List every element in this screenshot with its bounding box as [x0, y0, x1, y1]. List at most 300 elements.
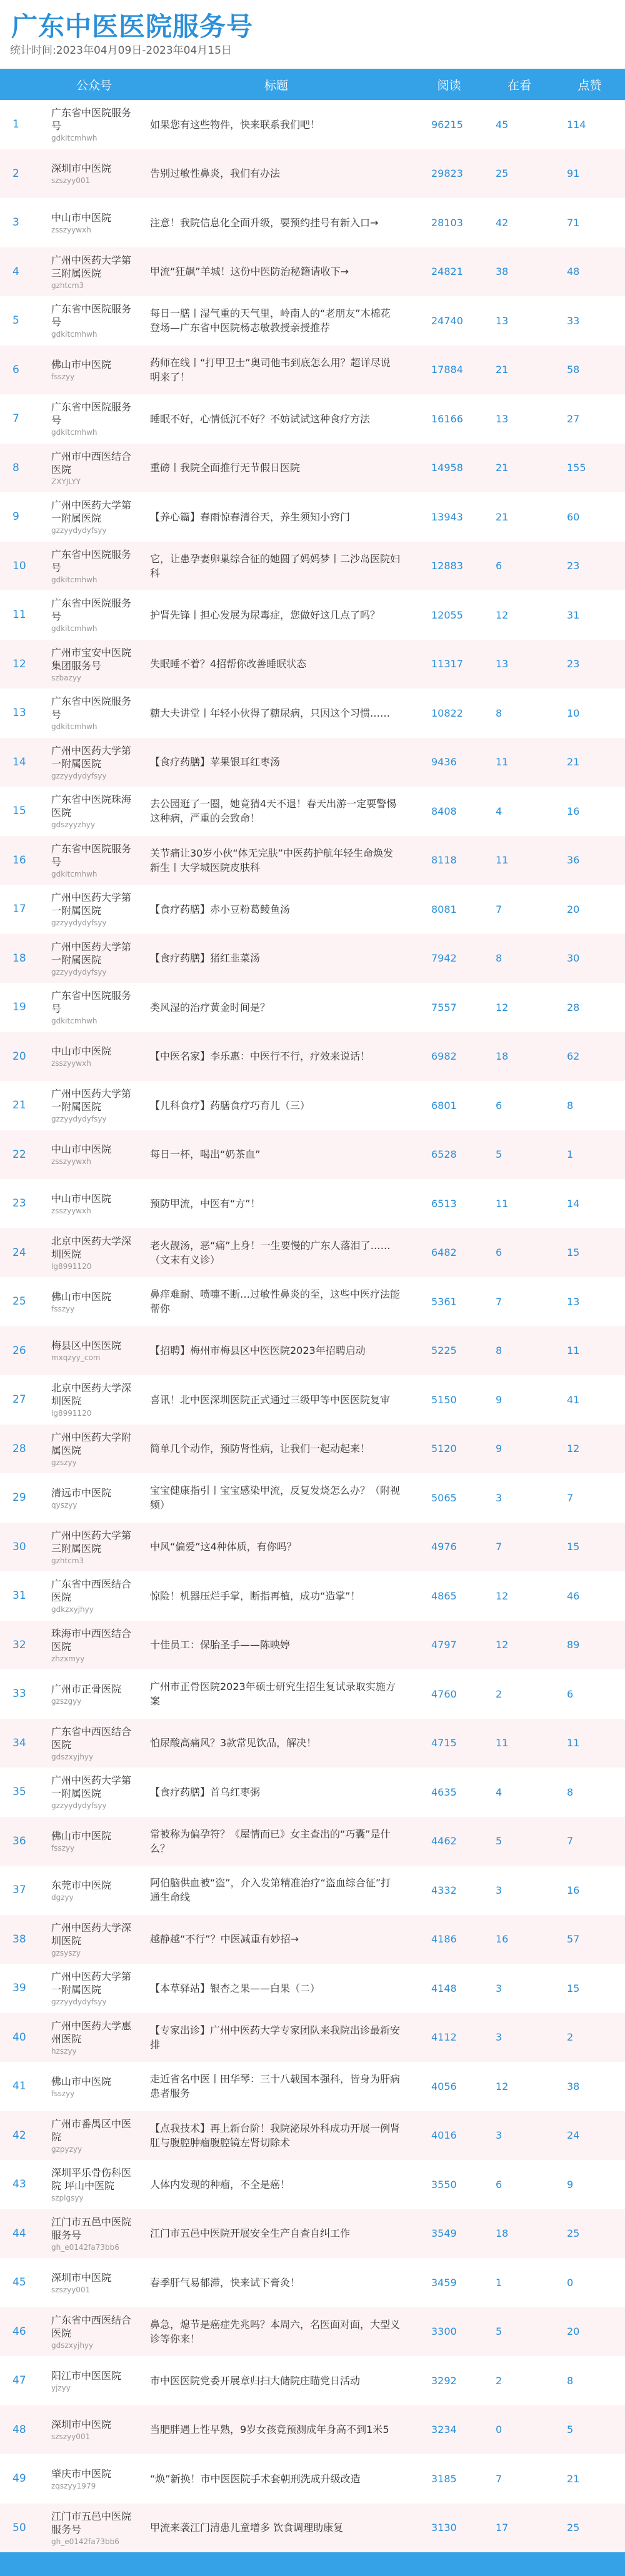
account-id: zqszyy1979 — [51, 2481, 96, 2490]
article-title-link[interactable]: 越静越“不行”？中医减重有妙招→ — [150, 1933, 299, 1946]
article-title-link[interactable]: 护肾先锋丨担心发展为尿毒症，您做好这几点了吗？ — [150, 609, 381, 621]
likes-cell: 7 — [567, 1491, 574, 1504]
likes-cell: 58 — [567, 364, 580, 376]
likes-cell: 11 — [567, 1737, 580, 1749]
account-name[interactable]: 广东省中医院服务号 — [51, 107, 132, 132]
reads-cell: 5150 — [431, 1393, 457, 1406]
likes-cell: 16 — [567, 805, 580, 817]
table-row — [0, 689, 625, 738]
rank-cell: 37 — [12, 1884, 26, 1897]
account-id: dgzyy — [51, 1892, 74, 1902]
reads-cell: 6528 — [431, 1148, 457, 1161]
likes-cell: 91 — [567, 167, 580, 180]
account-cell — [39, 2405, 139, 2455]
reads-cell: 96215 — [431, 118, 463, 131]
reads-cell: 4715 — [431, 1737, 457, 1749]
table-row — [0, 492, 625, 542]
article-title-link[interactable]: 失眠睡不着？4招帮你改善睡眠状态 — [150, 658, 307, 670]
account-name[interactable]: 珠海市中西医结合医院 — [51, 1627, 132, 1653]
article-title-link[interactable]: 市中医医院党委开展章归扫大储院庄瞄党日活动 — [150, 2374, 361, 2387]
account-name[interactable]: 广州中医药大学第一附属医院 — [51, 1774, 132, 1800]
article-title-link[interactable]: 十佳员工：保胎圣手——陈映婷 — [150, 1639, 291, 1651]
account-id: szplgsyy — [51, 2194, 84, 2203]
watch-cell: 13 — [496, 412, 509, 425]
watch-cell: 0 — [496, 2424, 502, 2436]
rank-cell: 45 — [12, 2276, 26, 2289]
account-id: fsszyy — [51, 1304, 75, 1313]
watch-cell: 13 — [496, 658, 509, 670]
account-name[interactable]: 广州市番禺区中医院 — [51, 2117, 132, 2143]
account-name[interactable]: 广东省中医院珠海医院 — [51, 793, 132, 819]
article-title-link[interactable]: 走近省名中医丨田华琴：三十八载国本强科，皆身为肝病患者服务 — [150, 2073, 401, 2100]
account-cell — [39, 2209, 139, 2259]
watch-cell: 3 — [496, 1982, 502, 1994]
watch-cell: 21 — [496, 510, 509, 523]
account-id: szszyy001 — [51, 2432, 91, 2442]
account-id: zhzxmyy — [51, 1654, 85, 1663]
account-cell — [39, 2160, 139, 2209]
account-cell — [39, 542, 139, 591]
account-cell — [39, 787, 139, 836]
likes-cell: 23 — [567, 560, 580, 572]
account-id: gdkitcmhwh — [51, 722, 98, 732]
watch-cell: 45 — [496, 118, 509, 131]
account-cell — [39, 1964, 139, 2013]
account-name[interactable]: 广东省中西医结合医院 — [51, 1725, 132, 1751]
likes-cell: 21 — [567, 2472, 580, 2485]
rank-cell: 14 — [12, 755, 26, 768]
rank-cell: 29 — [12, 1491, 26, 1504]
account-cell — [39, 1375, 139, 1425]
article-title-link[interactable]: 简单几个动作，预防肾性病，让我们一起动起来！ — [150, 1443, 371, 1455]
page-title: 广东中医医院服务号 — [11, 11, 254, 42]
account-name[interactable]: 广州中医药大学第三附属医院 — [51, 1529, 132, 1554]
watch-cell: 6 — [496, 1246, 502, 1259]
rank-cell: 13 — [12, 707, 26, 720]
account-name[interactable]: 北京中医药大学深圳医院 — [51, 1235, 132, 1260]
reads-cell: 7942 — [431, 952, 457, 965]
account-name[interactable]: 广州中医药大学第一附属医院 — [51, 744, 132, 770]
account-name[interactable]: 中山市中医院 — [51, 1143, 112, 1156]
account-name[interactable]: 广州中医药大学第一附属医院 — [51, 892, 132, 917]
rank-cell: 46 — [12, 2325, 26, 2338]
account-name[interactable]: 江门市五邑中医院服务号 — [51, 2510, 132, 2535]
account-id: szszyy001 — [51, 2285, 91, 2294]
table-row — [0, 2356, 625, 2405]
account-name[interactable]: 广州市正骨医院 — [51, 1683, 122, 1695]
reads-cell: 9436 — [431, 756, 457, 768]
article-title-link[interactable]: 重磅丨我院全面推行无节假日医院 — [150, 462, 301, 474]
account-name[interactable]: 清远市中医院 — [51, 1486, 112, 1499]
rank-cell: 8 — [12, 461, 19, 474]
table-row — [0, 296, 625, 346]
reads-cell: 4462 — [431, 1835, 457, 1847]
account-id: lg8991120 — [51, 1409, 92, 1418]
article-title-link[interactable]: 甲流来袭江门清患儿童增多 饮食调理助康复 — [150, 2522, 344, 2534]
article-title-link[interactable]: 它，让患孕妻卵巢综合征的她圆了妈妈梦丨二沙岛医院妇科 — [150, 552, 401, 579]
rank-cell: 3 — [12, 216, 19, 229]
article-title-link[interactable]: 药师在线丨“打甲卫士”奥司他韦到底怎么用？超详尽说明来了！ — [150, 356, 391, 383]
article-title-link[interactable]: 【食疗药膳】赤小豆粉葛鲮鱼汤 — [150, 903, 291, 915]
account-cell — [39, 2504, 139, 2553]
reads-cell: 6801 — [431, 1099, 457, 1111]
account-name[interactable]: 广东省中医院服务号 — [51, 401, 132, 427]
watch-cell: 11 — [496, 756, 509, 768]
report-header — [0, 0, 625, 69]
account-name[interactable]: 江门市五邑中医院服务号 — [51, 2215, 132, 2241]
likes-cell: 15 — [567, 1541, 580, 1553]
article-title-link[interactable]: 关节痛让30岁小伙“体无完肤”中医药护航年轻生命焕发新生丨大学城医院皮肤科 — [150, 847, 393, 873]
reads-cell: 12883 — [431, 560, 463, 572]
rank-cell: 31 — [12, 1589, 26, 1603]
table-row — [0, 100, 625, 149]
article-title-link[interactable]: 【儿科食疗】药膳食疗巧育儿（三） — [150, 1099, 311, 1111]
watch-cell: 3 — [496, 2031, 502, 2044]
watch-cell: 6 — [496, 1099, 502, 1111]
account-id: gdszyyzhyy — [51, 820, 96, 830]
rank-cell: 6 — [12, 363, 19, 376]
article-title-link[interactable]: 去公园逛了一圈，她竟猜4天不退！春天出游一定要警惕这种病，严重的会致命！ — [150, 798, 397, 825]
likes-cell: 0 — [567, 2276, 574, 2289]
table-row — [0, 444, 625, 493]
table-row — [0, 1081, 625, 1130]
rank-cell: 5 — [12, 314, 19, 327]
article-title-link[interactable]: 【专家出诊】广州中医药大学专家团队来我院出诊最新安排 — [150, 2024, 401, 2051]
likes-column-header: 点赞 — [578, 78, 602, 92]
account-name[interactable]: 中山市中医院 — [51, 211, 112, 224]
account-id: gdkitcmhwh — [51, 1017, 98, 1026]
account-name[interactable]: 广州中医药大学深圳医院 — [51, 1921, 132, 1947]
article-title-link[interactable]: 宝宝健康指引丨宝宝感染甲流，反复发烧怎么办？（附视频） — [150, 1484, 401, 1511]
account-name[interactable]: 广东省中医院服务号 — [51, 597, 132, 623]
reads-cell: 4865 — [431, 1589, 457, 1602]
likes-cell: 60 — [567, 510, 580, 523]
watch-cell: 13 — [496, 314, 509, 327]
footer-band — [0, 2552, 625, 2576]
article-title-link[interactable]: 注意！我院信息化全面升级，要预约挂号有新入口→ — [150, 216, 379, 229]
watch-column-header: 在看 — [507, 78, 531, 92]
account-column-header: 公众号 — [76, 78, 112, 92]
article-title-link[interactable]: 鼻急，熄节是癌症先兆吗？本周六，名医面对面，大型义诊等你来！ — [150, 2318, 401, 2345]
table-row — [0, 2405, 625, 2455]
watch-cell: 21 — [496, 364, 509, 376]
account-cell — [39, 1621, 139, 1670]
ranking-table — [0, 69, 625, 2552]
likes-cell: 114 — [567, 118, 586, 131]
reads-cell: 8118 — [431, 854, 457, 867]
title-column-header: 标题 — [264, 78, 288, 92]
article-title-link[interactable]: 老火靓汤，恶“痛”上身！一生要慢的广东人落泪了……（文末有义诊） — [150, 1239, 391, 1266]
account-name[interactable]: 中山市中医院 — [51, 1045, 112, 1058]
rank-cell: 19 — [12, 1001, 26, 1014]
account-id: ZXYJLYY — [51, 477, 81, 486]
article-title-link[interactable]: 鼻痒难耐、喷嚏不断…过敏性鼻炎的至，这些中医疗法能帮你 — [150, 1288, 401, 1315]
account-name[interactable]: 广州中医药大学第一附属医院 — [51, 1971, 132, 1996]
account-cell — [39, 1523, 139, 1572]
article-title-link[interactable]: 【食疗药膳】猪红韭菜汤 — [150, 952, 261, 965]
reads-cell: 24740 — [431, 314, 463, 327]
article-title-link[interactable]: 类风湿的治疗黄金时间是？ — [150, 1001, 271, 1013]
rank-cell: 28 — [12, 1442, 26, 1455]
article-title-link[interactable]: 糖大夫讲堂丨年轻小伙得了糖尿病，只因这个习惯…… — [150, 707, 391, 719]
article-title-link[interactable]: 每日一杯，喝出“奶茶血” — [150, 1148, 261, 1161]
rank-cell: 50 — [12, 2521, 26, 2534]
account-id: zsszyywxh — [51, 1206, 91, 1215]
article-title-link[interactable]: 喜讯！北中医深圳医院正式通过三级甲等中医医院复审 — [150, 1393, 391, 1406]
reads-cell: 17884 — [431, 364, 463, 376]
rank-cell: 40 — [12, 2031, 26, 2044]
table-row — [0, 2111, 625, 2161]
watch-cell: 42 — [496, 216, 509, 229]
account-cell — [39, 934, 139, 983]
watch-cell: 8 — [496, 1345, 502, 1357]
likes-cell: 155 — [567, 462, 586, 474]
account-name[interactable]: 广东省中医院服务号 — [51, 695, 132, 721]
account-cell — [39, 2454, 139, 2504]
account-id: mxqzyy_com — [51, 1353, 101, 1363]
account-cell — [39, 346, 139, 395]
article-title-link[interactable]: 【食疗药膳】苹果银耳红枣汤 — [150, 756, 281, 768]
account-id: zsszyywxh — [51, 1157, 91, 1166]
watch-cell: 2 — [496, 2374, 502, 2387]
watch-cell: 5 — [496, 1835, 502, 1847]
account-cell — [39, 2258, 139, 2307]
table-row — [0, 836, 625, 885]
account-id: szszyy001 — [51, 176, 91, 186]
reads-cell: 4016 — [431, 2129, 457, 2142]
watch-cell: 3 — [496, 2129, 502, 2142]
account-cell — [39, 2307, 139, 2357]
account-name[interactable]: 佛山市中医院 — [51, 359, 112, 371]
account-name[interactable]: 广州中医药大学第三附属医院 — [51, 254, 132, 279]
likes-cell: 62 — [567, 1050, 580, 1063]
account-name[interactable]: 广州中医药大学第一附属医院 — [51, 499, 132, 525]
account-id: gzszyy — [51, 1458, 77, 1467]
likes-cell: 5 — [567, 2424, 574, 2436]
rank-cell: 38 — [12, 1932, 26, 1946]
article-title-link[interactable]: 预防甲流，中医有“方”！ — [150, 1197, 261, 1210]
account-name[interactable]: 广州中医药大学第一附属医院 — [51, 940, 132, 966]
account-name[interactable]: 东莞市中医院 — [51, 1879, 112, 1891]
account-name[interactable]: 广州市宝安中医院集团服务号 — [51, 646, 132, 672]
account-id: fsszyy — [51, 1844, 75, 1853]
account-id: qyszyy — [51, 1500, 78, 1509]
article-title-link[interactable]: 【食疗药膳】首乌红枣粥 — [150, 1786, 261, 1798]
account-name[interactable]: 广州中医药大学第一附属医院 — [51, 1088, 132, 1113]
article-title-link[interactable]: 江门市五邑中医院开展安全生产自查自纠工作 — [150, 2227, 351, 2240]
account-id: gdkitcmhwh — [51, 869, 98, 878]
rank-cell: 33 — [12, 1688, 26, 1701]
account-name[interactable]: 广东省中医院服务号 — [51, 842, 132, 868]
likes-cell: 16 — [567, 1884, 580, 1896]
reads-cell: 14958 — [431, 462, 463, 474]
account-name[interactable]: 深圳市中医院 — [51, 2419, 112, 2431]
account-name[interactable]: 佛山市中医院 — [51, 2075, 112, 2087]
rank-cell: 15 — [12, 805, 26, 818]
reads-cell: 3234 — [431, 2424, 457, 2436]
account-name[interactable]: 广东省中医院服务号 — [51, 548, 132, 574]
account-cell — [39, 1571, 139, 1621]
article-title-link[interactable]: 甲流“狂飙”羊城！这份中医防治秘籍请收下→ — [150, 266, 349, 278]
account-name[interactable]: 广东省中西医结合医院 — [51, 2314, 132, 2339]
article-title-link[interactable]: 【本草驿站】银杏之果——白果（二） — [150, 1982, 321, 1994]
table-row — [0, 1179, 625, 1228]
article-title-link[interactable]: 当肥胖遇上性早熟，9岁女孩竟预测成年身高不到1米5 — [150, 2424, 389, 2436]
rank-cell: 22 — [12, 1148, 26, 1161]
rank-cell: 42 — [12, 2129, 26, 2142]
article-title-link[interactable]: 阿伯脑供血被“盗”，介入发第精准治疗“盗血综合征”打通生命线 — [150, 1877, 391, 1904]
account-name[interactable]: 肇庆市中医院 — [51, 2467, 112, 2480]
table-row — [0, 2454, 625, 2504]
reads-cell: 3292 — [431, 2374, 457, 2387]
likes-cell: 15 — [567, 1982, 580, 1994]
reads-cell: 6482 — [431, 1246, 457, 1259]
watch-cell: 12 — [496, 609, 509, 621]
account-name[interactable]: 梅县区中医医院 — [51, 1340, 122, 1352]
account-name[interactable]: 广州中医药大学附属医院 — [51, 1431, 132, 1456]
watch-cell: 3 — [496, 1884, 502, 1896]
account-id: gdkitcmhwh — [51, 575, 98, 584]
rank-cell: 34 — [12, 1736, 26, 1749]
account-name[interactable]: 广东省中医院服务号 — [51, 990, 132, 1015]
rank-cell: 16 — [12, 853, 26, 867]
reads-cell: 4186 — [431, 1933, 457, 1946]
article-title-link[interactable]: 广州市正骨医院2023年硕士研究生招生复试录取实施方案 — [150, 1681, 396, 1708]
reads-cell: 4976 — [431, 1541, 457, 1553]
reads-cell: 28103 — [431, 216, 463, 229]
watch-cell: 1 — [496, 2276, 502, 2289]
rank-column-header — [0, 69, 39, 100]
likes-cell: 41 — [567, 1393, 580, 1406]
account-name[interactable]: 佛山市中医院 — [51, 1830, 112, 1842]
article-title-link[interactable]: 中风“偏爱”这4种体质，有你吗？ — [150, 1541, 297, 1553]
reads-cell: 13943 — [431, 510, 463, 523]
table-row — [0, 1228, 625, 1278]
article-title-link[interactable]: 【中医名家】李乐惠：中医行不行，疗效来说话！ — [150, 1050, 371, 1063]
article-title-link[interactable]: 【点我技术】再上新台阶！我院泌尿外科成功开展一例肾肛与腹腔肿瘤腹腔镜左肾切除术 — [150, 2122, 401, 2149]
account-name[interactable]: 佛山市中医院 — [51, 1290, 112, 1303]
rank-cell: 49 — [12, 2472, 26, 2485]
account-name[interactable]: 深圳平乐骨伤科医院 坪山中医院 — [51, 2167, 132, 2192]
rank-cell: 27 — [12, 1393, 26, 1406]
account-cell — [39, 1326, 139, 1376]
table-row — [0, 346, 625, 395]
likes-cell: 20 — [567, 2325, 580, 2338]
table-row — [0, 2062, 625, 2111]
article-title-link[interactable]: 常被称为偏孕符？《屋情而已》女主查出的“巧囊”是什么？ — [150, 1828, 391, 1854]
likes-cell: 14 — [567, 1197, 580, 1210]
watch-cell: 11 — [496, 854, 509, 867]
account-cell — [39, 1473, 139, 1523]
account-cell — [39, 1719, 139, 1768]
reads-cell: 29823 — [431, 167, 463, 180]
watch-cell: 18 — [496, 2227, 509, 2240]
account-name[interactable]: 广东省中西医结合医院 — [51, 1578, 132, 1604]
account-id: gdkzxyjhyy — [51, 1605, 94, 1614]
watch-cell: 2 — [496, 1688, 502, 1700]
account-cell — [39, 836, 139, 885]
likes-cell: 24 — [567, 2129, 580, 2142]
account-name[interactable]: 北京中医药大学深圳医院 — [51, 1382, 132, 1408]
account-cell — [39, 1915, 139, 1964]
reads-cell: 3130 — [431, 2522, 457, 2534]
account-name[interactable]: 深圳市中医院 — [51, 162, 112, 175]
likes-cell: 30 — [567, 952, 580, 965]
table-header-row — [0, 69, 625, 100]
reads-cell: 4112 — [431, 2031, 457, 2044]
article-title-link[interactable]: 惊险！机器压烂手掌，断指再植，成功“造掌”！ — [150, 1589, 361, 1602]
account-name[interactable]: 广东省中医院服务号 — [51, 303, 132, 329]
account-name[interactable]: 阳江市中医医院 — [51, 2369, 122, 2382]
watch-cell: 9 — [496, 1443, 502, 1455]
reads-cell: 8408 — [431, 805, 457, 817]
article-title-link[interactable]: 春季肝气易郁滞，快来试下膏灸！ — [150, 2276, 301, 2289]
likes-cell: 36 — [567, 854, 580, 867]
statistics-period: 统计时间:2023年04月09日-2023年04月15日 — [10, 44, 232, 57]
article-title-link[interactable]: 睡眠不好，心情低沉不好？不妨试试这种食疗方法 — [150, 412, 371, 425]
article-title-link[interactable]: 每日一膳丨湿气重的天气里，岭南人的“老朋友”木棉花登场—广东省中医院杨志敏教授亲授推荐 — [150, 307, 391, 334]
watch-cell: 7 — [496, 903, 502, 915]
rank-cell: 44 — [12, 2227, 26, 2240]
table-row — [0, 2307, 625, 2357]
account-cell — [39, 100, 139, 149]
rank-cell: 39 — [12, 1982, 26, 1995]
account-cell — [39, 983, 139, 1032]
account-name[interactable]: 深圳市中医院 — [51, 2271, 112, 2284]
article-title-link[interactable]: 告别过敏性鼻炎，我们有办法 — [150, 167, 281, 180]
article-title-link[interactable]: “焕”新换！市中医医院手术套朝刑洗成升级改造 — [150, 2472, 361, 2485]
reads-cell: 6982 — [431, 1050, 457, 1063]
likes-cell: 8 — [567, 1786, 574, 1798]
table-row — [0, 934, 625, 983]
account-id: gzszgyy — [51, 1696, 82, 1706]
reads-cell: 11317 — [431, 658, 463, 670]
watch-cell: 12 — [496, 1589, 509, 1602]
account-name[interactable]: 中山市中医院 — [51, 1192, 112, 1205]
table-row — [0, 1473, 625, 1523]
article-title-link[interactable]: 怕尿酸高痛风？3款常见饮品，解决！ — [150, 1737, 317, 1749]
account-id: gzhtcm3 — [51, 281, 84, 290]
article-title-link[interactable]: 如果您有这些物件，快来联系我们吧！ — [150, 118, 321, 131]
table-row — [0, 1621, 625, 1670]
article-title-link[interactable]: 人体内发现的种瘤，不全是癌！ — [150, 2178, 291, 2191]
account-name[interactable]: 广州市中西医结合医院 — [51, 450, 132, 475]
article-title-link[interactable]: 【招聘】梅州市梅县区中医医院2023年招聘启动 — [150, 1345, 366, 1357]
watch-cell: 4 — [496, 805, 502, 817]
account-cell — [39, 2013, 139, 2062]
reads-cell: 3459 — [431, 2276, 457, 2289]
reads-cell: 4056 — [431, 2080, 457, 2092]
account-name[interactable]: 广州中医药大学惠州医院 — [51, 2019, 132, 2045]
account-id: gzhtcm3 — [51, 1556, 84, 1565]
account-cell — [39, 2062, 139, 2111]
rank-cell: 25 — [12, 1295, 26, 1308]
likes-cell: 25 — [567, 2522, 580, 2534]
table-row — [0, 2504, 625, 2553]
article-title-link[interactable]: 【养心篇】春雨惊春清谷天，养生须知小窍门 — [150, 510, 351, 523]
table-row — [0, 885, 625, 934]
table-row — [0, 2160, 625, 2209]
likes-cell: 7 — [567, 1835, 574, 1847]
reads-cell: 3300 — [431, 2325, 457, 2338]
reads-cell: 3549 — [431, 2227, 457, 2240]
watch-cell: 18 — [496, 1050, 509, 1063]
rank-cell: 1 — [12, 118, 19, 131]
rank-cell: 20 — [12, 1050, 26, 1063]
account-id: gdkitcmhwh — [51, 134, 98, 143]
reads-cell: 3185 — [431, 2472, 457, 2485]
likes-cell: 12 — [567, 1443, 580, 1455]
